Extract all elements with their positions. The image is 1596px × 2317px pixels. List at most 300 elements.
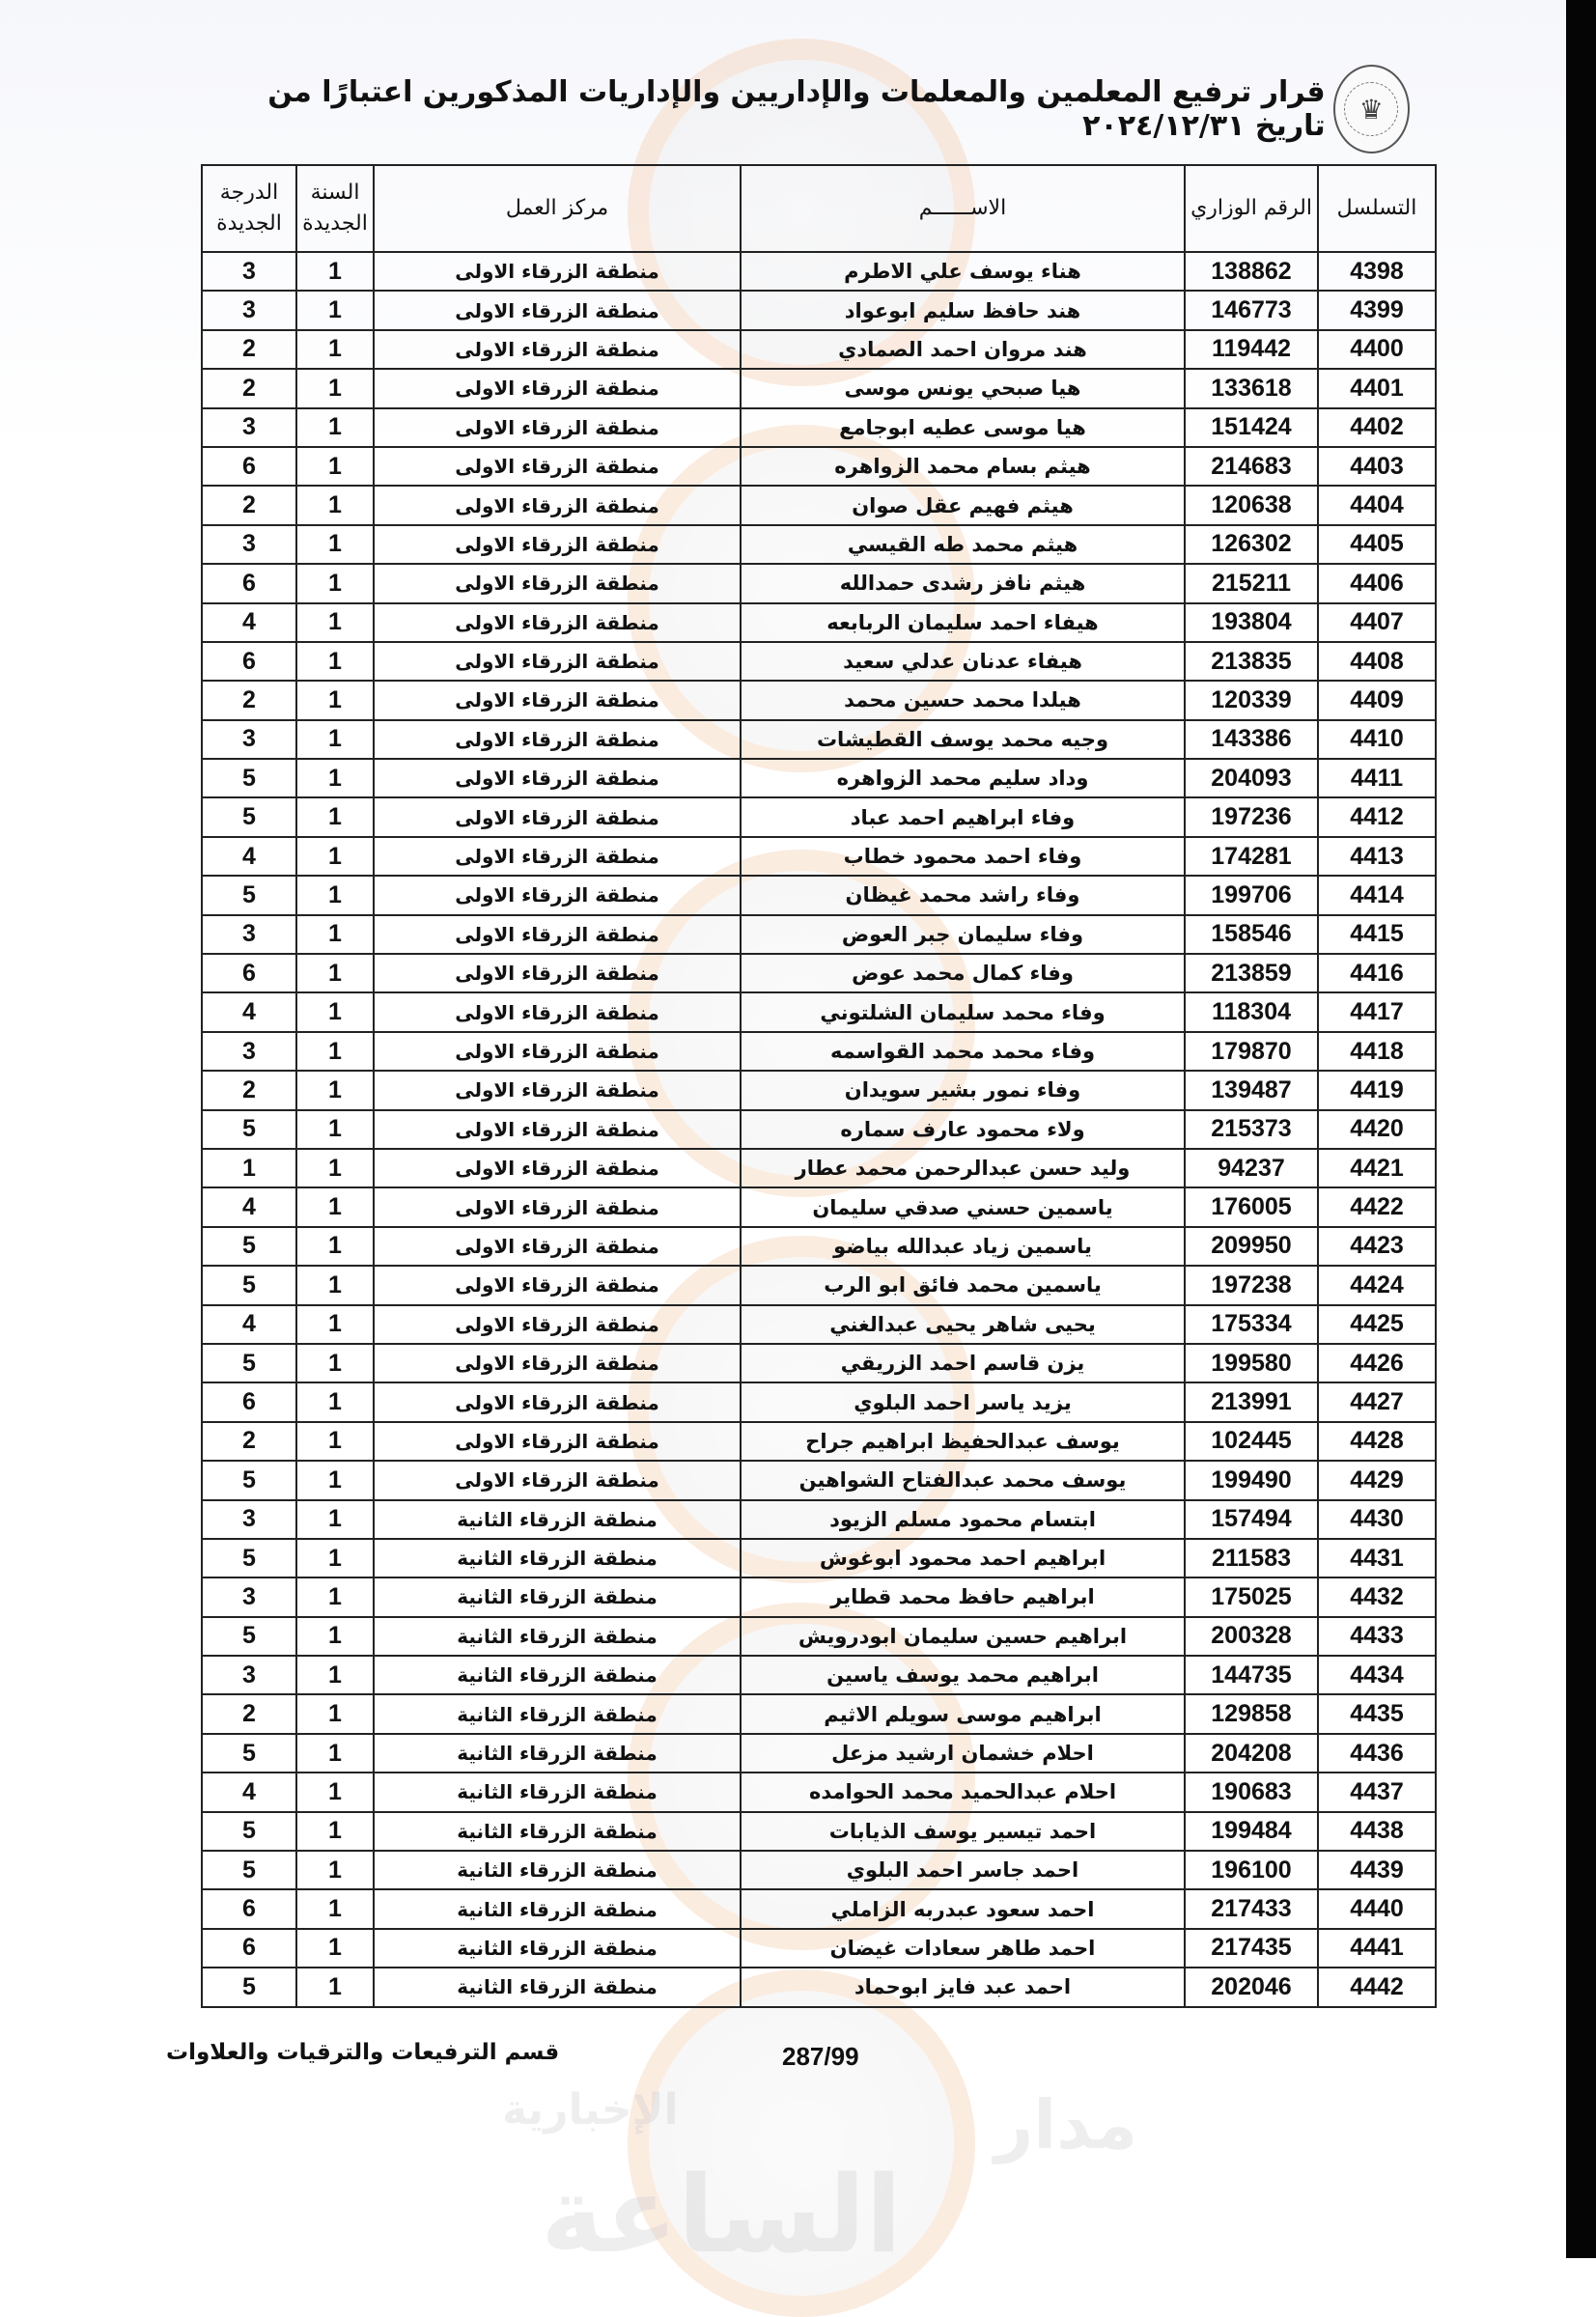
cell-seq: 4427 — [1318, 1382, 1436, 1421]
cell-ministry-no: 120339 — [1185, 681, 1318, 719]
cell-seq: 4416 — [1318, 954, 1436, 992]
cell-work-center: منطقة الزرقاء الاولى — [374, 1032, 741, 1071]
cell-name: وفاء محمد محمد القواسمه — [741, 1032, 1185, 1071]
cell-new-grade: 5 — [202, 1539, 296, 1577]
cell-new-grade: 5 — [202, 876, 296, 914]
table-header-row — [202, 165, 1436, 252]
cell-name: هند مروان احمد الصمادي — [741, 330, 1185, 369]
cell-seq: 4408 — [1318, 642, 1436, 681]
page-title: قرار ترفيع المعلمين والمعلمات والإداريين والإداريات المذكورين اعتبارًا من تاريخ ٢٠٢٤/١٢/٣١ — [267, 75, 1326, 143]
cell-work-center: منطقة الزرقاء الاولى — [374, 603, 741, 642]
cell-seq: 4441 — [1318, 1929, 1436, 1968]
cell-name: ابراهيم محمد يوسف ياسين — [741, 1656, 1185, 1694]
cell-ministry-no: 143386 — [1185, 720, 1318, 759]
table-row — [202, 1305, 1436, 1344]
cell-new-year: 1 — [296, 486, 374, 524]
table-row — [202, 1266, 1436, 1304]
cell-ministry-no: 126302 — [1185, 525, 1318, 564]
cell-work-center: منطقة الزرقاء الاولى — [374, 1149, 741, 1187]
cell-seq: 4400 — [1318, 330, 1436, 369]
cell-new-grade: 3 — [202, 720, 296, 759]
cell-ministry-no: 119442 — [1185, 330, 1318, 369]
cell-seq: 4440 — [1318, 1889, 1436, 1928]
cell-work-center: منطقة الزرقاء الثانية — [374, 1773, 741, 1811]
cell-name: ابراهيم موسى سويلم الاثيم — [741, 1694, 1185, 1733]
cell-ministry-no: 118304 — [1185, 992, 1318, 1031]
cell-seq: 4424 — [1318, 1266, 1436, 1304]
cell-name: احلام خشمان ارشيد مزعل — [741, 1734, 1185, 1773]
cell-work-center: منطقة الزرقاء الاولى — [374, 252, 741, 291]
cell-new-year: 1 — [296, 1382, 374, 1421]
cell-ministry-no: 217435 — [1185, 1929, 1318, 1968]
cell-work-center: منطقة الزرقاء الثانية — [374, 1889, 741, 1928]
cell-seq: 4398 — [1318, 252, 1436, 291]
table-row — [202, 681, 1436, 719]
cell-seq: 4421 — [1318, 1149, 1436, 1187]
cell-name: هند حافظ سليم ابوعواد — [741, 291, 1185, 329]
cell-new-year: 1 — [296, 291, 374, 329]
cell-ministry-no: 197238 — [1185, 1266, 1318, 1304]
cell-ministry-no: 204208 — [1185, 1734, 1318, 1773]
cell-work-center: منطقة الزرقاء الاولى — [374, 1344, 741, 1382]
cell-seq: 4404 — [1318, 486, 1436, 524]
table-row — [202, 1851, 1436, 1889]
cell-seq: 4422 — [1318, 1187, 1436, 1226]
cell-new-year: 1 — [296, 1577, 374, 1616]
cell-work-center: منطقة الزرقاء الاولى — [374, 330, 741, 369]
table-row — [202, 1577, 1436, 1616]
table-row — [202, 1032, 1436, 1071]
cell-new-year: 1 — [296, 564, 374, 602]
table-row — [202, 1812, 1436, 1851]
cell-new-grade: 3 — [202, 1032, 296, 1071]
column-header-work-center: مركز العمل — [374, 165, 741, 252]
cell-ministry-no: 133618 — [1185, 369, 1318, 407]
cell-ministry-no: 204093 — [1185, 759, 1318, 797]
cell-ministry-no: 211583 — [1185, 1539, 1318, 1577]
cell-work-center: منطقة الزرقاء الاولى — [374, 759, 741, 797]
cell-seq: 4429 — [1318, 1461, 1436, 1499]
cell-name: هيلدا محمد حسين محمد — [741, 681, 1185, 719]
cell-ministry-no: 139487 — [1185, 1071, 1318, 1109]
cell-seq: 4417 — [1318, 992, 1436, 1031]
cell-ministry-no: 120638 — [1185, 486, 1318, 524]
cell-ministry-no: 175334 — [1185, 1305, 1318, 1344]
cell-name: هيفاء عدنان عدلي سعيد — [741, 642, 1185, 681]
table-row — [202, 1929, 1436, 1968]
cell-ministry-no: 138862 — [1185, 252, 1318, 291]
cell-work-center: منطقة الزرقاء الاولى — [374, 1382, 741, 1421]
table-row — [202, 1734, 1436, 1773]
cell-name: ابراهيم حسين سليمان ابودرويش — [741, 1617, 1185, 1656]
table-row — [202, 797, 1436, 836]
cell-seq: 4430 — [1318, 1500, 1436, 1539]
cell-work-center: منطقة الزرقاء الاولى — [374, 525, 741, 564]
cell-name: هيثم محمد طه القيسي — [741, 525, 1185, 564]
cell-seq: 4442 — [1318, 1968, 1436, 2006]
cell-new-grade: 3 — [202, 1577, 296, 1616]
cell-name: هيا موسى عطيه ابوجامع — [741, 408, 1185, 447]
cell-name: وفاء محمد سليمان الشلتوني — [741, 992, 1185, 1031]
table-row — [202, 330, 1436, 369]
cell-work-center: منطقة الزرقاء الثانية — [374, 1812, 741, 1851]
cell-seq: 4402 — [1318, 408, 1436, 447]
table-row — [202, 564, 1436, 602]
cell-seq: 4436 — [1318, 1734, 1436, 1773]
table-row — [202, 876, 1436, 914]
cell-seq: 4415 — [1318, 915, 1436, 954]
cell-seq: 4413 — [1318, 837, 1436, 876]
cell-seq: 4401 — [1318, 369, 1436, 407]
cell-ministry-no: 151424 — [1185, 408, 1318, 447]
cell-ministry-no: 197236 — [1185, 797, 1318, 836]
cell-new-grade: 1 — [202, 1149, 296, 1187]
ministry-emblem-icon: ♛ — [1333, 65, 1410, 154]
cell-seq: 4406 — [1318, 564, 1436, 602]
cell-work-center: منطقة الزرقاء الاولى — [374, 837, 741, 876]
table-row — [202, 1344, 1436, 1382]
cell-new-year: 1 — [296, 1344, 374, 1382]
cell-ministry-no: 94237 — [1185, 1149, 1318, 1187]
cell-new-grade: 6 — [202, 1929, 296, 1968]
cell-seq: 4428 — [1318, 1422, 1436, 1461]
cell-ministry-no: 102445 — [1185, 1422, 1318, 1461]
cell-name: وداد سليم محمد الزواهره — [741, 759, 1185, 797]
table-row — [202, 1500, 1436, 1539]
cell-new-year: 1 — [296, 1734, 374, 1773]
table-row — [202, 369, 1436, 407]
table-body — [202, 252, 1436, 2007]
cell-name: احلام عبدالحميد محمد الحوامده — [741, 1773, 1185, 1811]
cell-new-year: 1 — [296, 642, 374, 681]
cell-ministry-no: 209950 — [1185, 1227, 1318, 1266]
cell-name: يزن قاسم احمد الزريقي — [741, 1344, 1185, 1382]
cell-new-year: 1 — [296, 1694, 374, 1733]
cell-name: احمد عبد فايز ابوحماد — [741, 1968, 1185, 2006]
cell-work-center: منطقة الزرقاء الثانية — [374, 1539, 741, 1577]
cell-work-center: منطقة الزرقاء الاولى — [374, 1305, 741, 1344]
cell-work-center: منطقة الزرقاء الاولى — [374, 291, 741, 329]
table-row — [202, 1656, 1436, 1694]
cell-ministry-no: 190683 — [1185, 1773, 1318, 1811]
cell-new-year: 1 — [296, 837, 374, 876]
scan-edge — [1566, 0, 1596, 2258]
cell-new-grade: 2 — [202, 1694, 296, 1733]
cell-new-grade: 5 — [202, 797, 296, 836]
cell-new-grade: 4 — [202, 1187, 296, 1226]
cell-seq: 4412 — [1318, 797, 1436, 836]
watermark-brand-main: الساعة — [541, 2153, 903, 2276]
cell-ministry-no: 158546 — [1185, 915, 1318, 954]
column-header-new-grade: الدرجة الجديدة — [202, 165, 296, 252]
cell-seq: 4420 — [1318, 1110, 1436, 1149]
cell-new-grade: 2 — [202, 369, 296, 407]
cell-name: ابراهيم احمد محمود ابوغوش — [741, 1539, 1185, 1577]
cell-name: ولاء محمود عارف سماره — [741, 1110, 1185, 1149]
table-row — [202, 1539, 1436, 1577]
cell-new-year: 1 — [296, 759, 374, 797]
column-header-name: الاســــــم — [741, 165, 1185, 252]
cell-new-grade: 6 — [202, 642, 296, 681]
table-row — [202, 992, 1436, 1031]
cell-seq: 4418 — [1318, 1032, 1436, 1071]
cell-seq: 4437 — [1318, 1773, 1436, 1811]
table-row — [202, 1071, 1436, 1109]
cell-new-year: 1 — [296, 1422, 374, 1461]
cell-seq: 4409 — [1318, 681, 1436, 719]
cell-work-center: منطقة الزرقاء الاولى — [374, 1071, 741, 1109]
cell-name: وجيه محمد يوسف القطيشات — [741, 720, 1185, 759]
cell-new-year: 1 — [296, 369, 374, 407]
cell-new-grade: 3 — [202, 525, 296, 564]
cell-ministry-no: 199490 — [1185, 1461, 1318, 1499]
cell-name: وفاء سليمان جبر العوض — [741, 915, 1185, 954]
cell-ministry-no: 213859 — [1185, 954, 1318, 992]
cell-name: ياسمين حسني صدقي سليمان — [741, 1187, 1185, 1226]
cell-work-center: منطقة الزرقاء الاولى — [374, 1227, 741, 1266]
cell-seq: 4435 — [1318, 1694, 1436, 1733]
cell-new-grade: 3 — [202, 408, 296, 447]
cell-work-center: منطقة الزرقاء الاولى — [374, 1266, 741, 1304]
cell-new-grade: 5 — [202, 1266, 296, 1304]
cell-seq: 4425 — [1318, 1305, 1436, 1344]
table-row — [202, 291, 1436, 329]
cell-work-center: منطقة الزرقاء الثانية — [374, 1968, 741, 2006]
cell-work-center: منطقة الزرقاء الاولى — [374, 876, 741, 914]
cell-work-center: منطقة الزرقاء الثانية — [374, 1929, 741, 1968]
cell-new-grade: 5 — [202, 1344, 296, 1382]
table-row — [202, 486, 1436, 524]
column-header-new-year: السنة الجديدة — [296, 165, 374, 252]
table-row — [202, 1461, 1436, 1499]
cell-work-center: منطقة الزرقاء الاولى — [374, 1461, 741, 1499]
cell-new-grade: 4 — [202, 1305, 296, 1344]
cell-name: هيثم بسام محمد الزواهره — [741, 447, 1185, 486]
cell-ministry-no: 157494 — [1185, 1500, 1318, 1539]
cell-new-year: 1 — [296, 1500, 374, 1539]
cell-ministry-no: 215211 — [1185, 564, 1318, 602]
cell-work-center: منطقة الزرقاء الثانية — [374, 1694, 741, 1733]
cell-new-grade: 3 — [202, 291, 296, 329]
cell-name: احمد سعود عبدربه الزاملي — [741, 1889, 1185, 1928]
cell-seq: 4411 — [1318, 759, 1436, 797]
cell-name: يوسف محمد عبدالفتاح الشواهين — [741, 1461, 1185, 1499]
cell-work-center: منطقة الزرقاء الاولى — [374, 915, 741, 954]
cell-work-center: منطقة الزرقاء الاولى — [374, 564, 741, 602]
cell-new-year: 1 — [296, 1266, 374, 1304]
table-row — [202, 1187, 1436, 1226]
cell-work-center: منطقة الزرقاء الثانية — [374, 1577, 741, 1616]
cell-new-year: 1 — [296, 1187, 374, 1226]
cell-name: يحيى شاهر يحيى عبدالغني — [741, 1305, 1185, 1344]
cell-work-center: منطقة الزرقاء الاولى — [374, 642, 741, 681]
cell-name: احمد طاهر سعادات غيضان — [741, 1929, 1185, 1968]
cell-new-year: 1 — [296, 252, 374, 291]
cell-new-grade: 5 — [202, 1812, 296, 1851]
cell-ministry-no: 213991 — [1185, 1382, 1318, 1421]
cell-new-year: 1 — [296, 1110, 374, 1149]
cell-name: وفاء راشد محمد غيظان — [741, 876, 1185, 914]
table-row — [202, 642, 1436, 681]
table-row — [202, 408, 1436, 447]
table-row — [202, 1968, 1436, 2006]
cell-ministry-no: 129858 — [1185, 1694, 1318, 1733]
page-number: 287/99 — [782, 2042, 859, 2071]
cell-ministry-no: 176005 — [1185, 1187, 1318, 1226]
cell-new-grade: 2 — [202, 486, 296, 524]
cell-new-grade: 4 — [202, 992, 296, 1031]
cell-work-center: منطقة الزرقاء الاولى — [374, 1422, 741, 1461]
cell-new-grade: 4 — [202, 837, 296, 876]
cell-new-grade: 6 — [202, 1382, 296, 1421]
cell-ministry-no: 213835 — [1185, 642, 1318, 681]
table-row — [202, 759, 1436, 797]
cell-work-center: منطقة الزرقاء الثانية — [374, 1500, 741, 1539]
cell-work-center: منطقة الزرقاء الاولى — [374, 992, 741, 1031]
cell-name: هيثم فهيم عقل صوان — [741, 486, 1185, 524]
cell-new-grade: 6 — [202, 447, 296, 486]
cell-new-year: 1 — [296, 954, 374, 992]
cell-new-year: 1 — [296, 408, 374, 447]
cell-ministry-no: 146773 — [1185, 291, 1318, 329]
cell-ministry-no: 217433 — [1185, 1889, 1318, 1928]
cell-name: هيا صبحي يونس موسى — [741, 369, 1185, 407]
cell-work-center: منطقة الزرقاء الاولى — [374, 1187, 741, 1226]
cell-new-year: 1 — [296, 876, 374, 914]
cell-name: وفاء نمور بشير سويدان — [741, 1071, 1185, 1109]
watermark-brand: مدار — [994, 2085, 1138, 2164]
cell-name: ابراهيم حافظ محمد قطاير — [741, 1577, 1185, 1616]
cell-work-center: منطقة الزرقاء الثانية — [374, 1617, 741, 1656]
cell-new-grade: 2 — [202, 1422, 296, 1461]
cell-ministry-no: 214683 — [1185, 447, 1318, 486]
cell-name: هناء يوسف علي الاطرم — [741, 252, 1185, 291]
cell-new-grade: 3 — [202, 915, 296, 954]
cell-new-grade: 6 — [202, 1889, 296, 1928]
column-header-ministry-no: الرقم الوزاري — [1185, 165, 1318, 252]
table-row — [202, 1382, 1436, 1421]
cell-name: وفاء احمد محمود خطاب — [741, 837, 1185, 876]
cell-new-grade: 4 — [202, 603, 296, 642]
cell-new-year: 1 — [296, 1539, 374, 1577]
cell-new-year: 1 — [296, 330, 374, 369]
table-row — [202, 954, 1436, 992]
cell-new-year: 1 — [296, 1656, 374, 1694]
cell-seq: 4399 — [1318, 291, 1436, 329]
cell-seq: 4433 — [1318, 1617, 1436, 1656]
cell-ministry-no: 199706 — [1185, 876, 1318, 914]
cell-new-year: 1 — [296, 915, 374, 954]
cell-new-year: 1 — [296, 1227, 374, 1266]
cell-seq: 4432 — [1318, 1577, 1436, 1616]
cell-work-center: منطقة الزرقاء الثانية — [374, 1656, 741, 1694]
cell-new-grade: 5 — [202, 1110, 296, 1149]
cell-name: احمد جاسر احمد البلوي — [741, 1851, 1185, 1889]
cell-name: وفاء ابراهيم احمد عباد — [741, 797, 1185, 836]
document-header — [203, 75, 1410, 143]
table-row — [202, 1110, 1436, 1149]
cell-seq: 4438 — [1318, 1812, 1436, 1851]
cell-new-year: 1 — [296, 1032, 374, 1071]
cell-new-grade: 5 — [202, 1734, 296, 1773]
cell-new-grade: 2 — [202, 330, 296, 369]
cell-name: احمد تيسير يوسف الذيابات — [741, 1812, 1185, 1851]
cell-new-year: 1 — [296, 1461, 374, 1499]
department-label: قسم الترفيعات والترقيات والعلاوات — [166, 2040, 560, 2065]
cell-work-center: منطقة الزرقاء الاولى — [374, 369, 741, 407]
cell-new-year: 1 — [296, 447, 374, 486]
promotions-table — [201, 164, 1435, 2008]
cell-ministry-no: 199580 — [1185, 1344, 1318, 1382]
cell-seq: 4410 — [1318, 720, 1436, 759]
cell-new-grade: 6 — [202, 564, 296, 602]
cell-ministry-no: 215373 — [1185, 1110, 1318, 1149]
cell-ministry-no: 174281 — [1185, 837, 1318, 876]
cell-name: ابتسام محمود مسلم الزيود — [741, 1500, 1185, 1539]
cell-ministry-no: 199484 — [1185, 1812, 1318, 1851]
table-row — [202, 915, 1436, 954]
cell-name: ياسمين محمد فائق ابو الرب — [741, 1266, 1185, 1304]
cell-ministry-no: 179870 — [1185, 1032, 1318, 1071]
table-row — [202, 603, 1436, 642]
table-row — [202, 447, 1436, 486]
cell-work-center: منطقة الزرقاء الاولى — [374, 954, 741, 992]
cell-new-year: 1 — [296, 1851, 374, 1889]
cell-work-center: منطقة الزرقاء الاولى — [374, 797, 741, 836]
cell-new-grade: 3 — [202, 252, 296, 291]
watermark-brand-sub: الإخبارية — [502, 2085, 679, 2135]
table-row — [202, 837, 1436, 876]
cell-new-year: 1 — [296, 1968, 374, 2006]
cell-work-center: منطقة الزرقاء الثانية — [374, 1734, 741, 1773]
table-row — [202, 1773, 1436, 1811]
cell-new-year: 1 — [296, 1149, 374, 1187]
cell-new-year: 1 — [296, 1812, 374, 1851]
cell-seq: 4439 — [1318, 1851, 1436, 1889]
cell-new-grade: 6 — [202, 954, 296, 992]
table-row — [202, 1694, 1436, 1733]
cell-name: ياسمين زياد عبدالله بياضو — [741, 1227, 1185, 1266]
cell-new-grade: 5 — [202, 1227, 296, 1266]
cell-new-year: 1 — [296, 1071, 374, 1109]
table-row — [202, 1149, 1436, 1187]
cell-ministry-no: 175025 — [1185, 1577, 1318, 1616]
table-row — [202, 720, 1436, 759]
cell-work-center: منطقة الزرقاء الاولى — [374, 486, 741, 524]
cell-seq: 4434 — [1318, 1656, 1436, 1694]
cell-seq: 4419 — [1318, 1071, 1436, 1109]
cell-seq: 4414 — [1318, 876, 1436, 914]
cell-seq: 4407 — [1318, 603, 1436, 642]
cell-new-year: 1 — [296, 992, 374, 1031]
cell-seq: 4423 — [1318, 1227, 1436, 1266]
cell-seq: 4405 — [1318, 525, 1436, 564]
cell-name: هيثم نافز رشدى حمدالله — [741, 564, 1185, 602]
cell-new-year: 1 — [296, 1773, 374, 1811]
cell-name: يزيد ياسر احمد البلوي — [741, 1382, 1185, 1421]
cell-new-grade: 2 — [202, 1071, 296, 1109]
table-row — [202, 1422, 1436, 1461]
table-row — [202, 1889, 1436, 1928]
cell-new-grade: 5 — [202, 759, 296, 797]
cell-name: وفاء كمال محمد عوض — [741, 954, 1185, 992]
cell-name: وليد حسن عبدالرحمن محمد عطار — [741, 1149, 1185, 1187]
cell-ministry-no: 144735 — [1185, 1656, 1318, 1694]
cell-new-year: 1 — [296, 1617, 374, 1656]
cell-new-grade: 5 — [202, 1461, 296, 1499]
cell-new-year: 1 — [296, 1929, 374, 1968]
cell-new-grade: 3 — [202, 1656, 296, 1694]
